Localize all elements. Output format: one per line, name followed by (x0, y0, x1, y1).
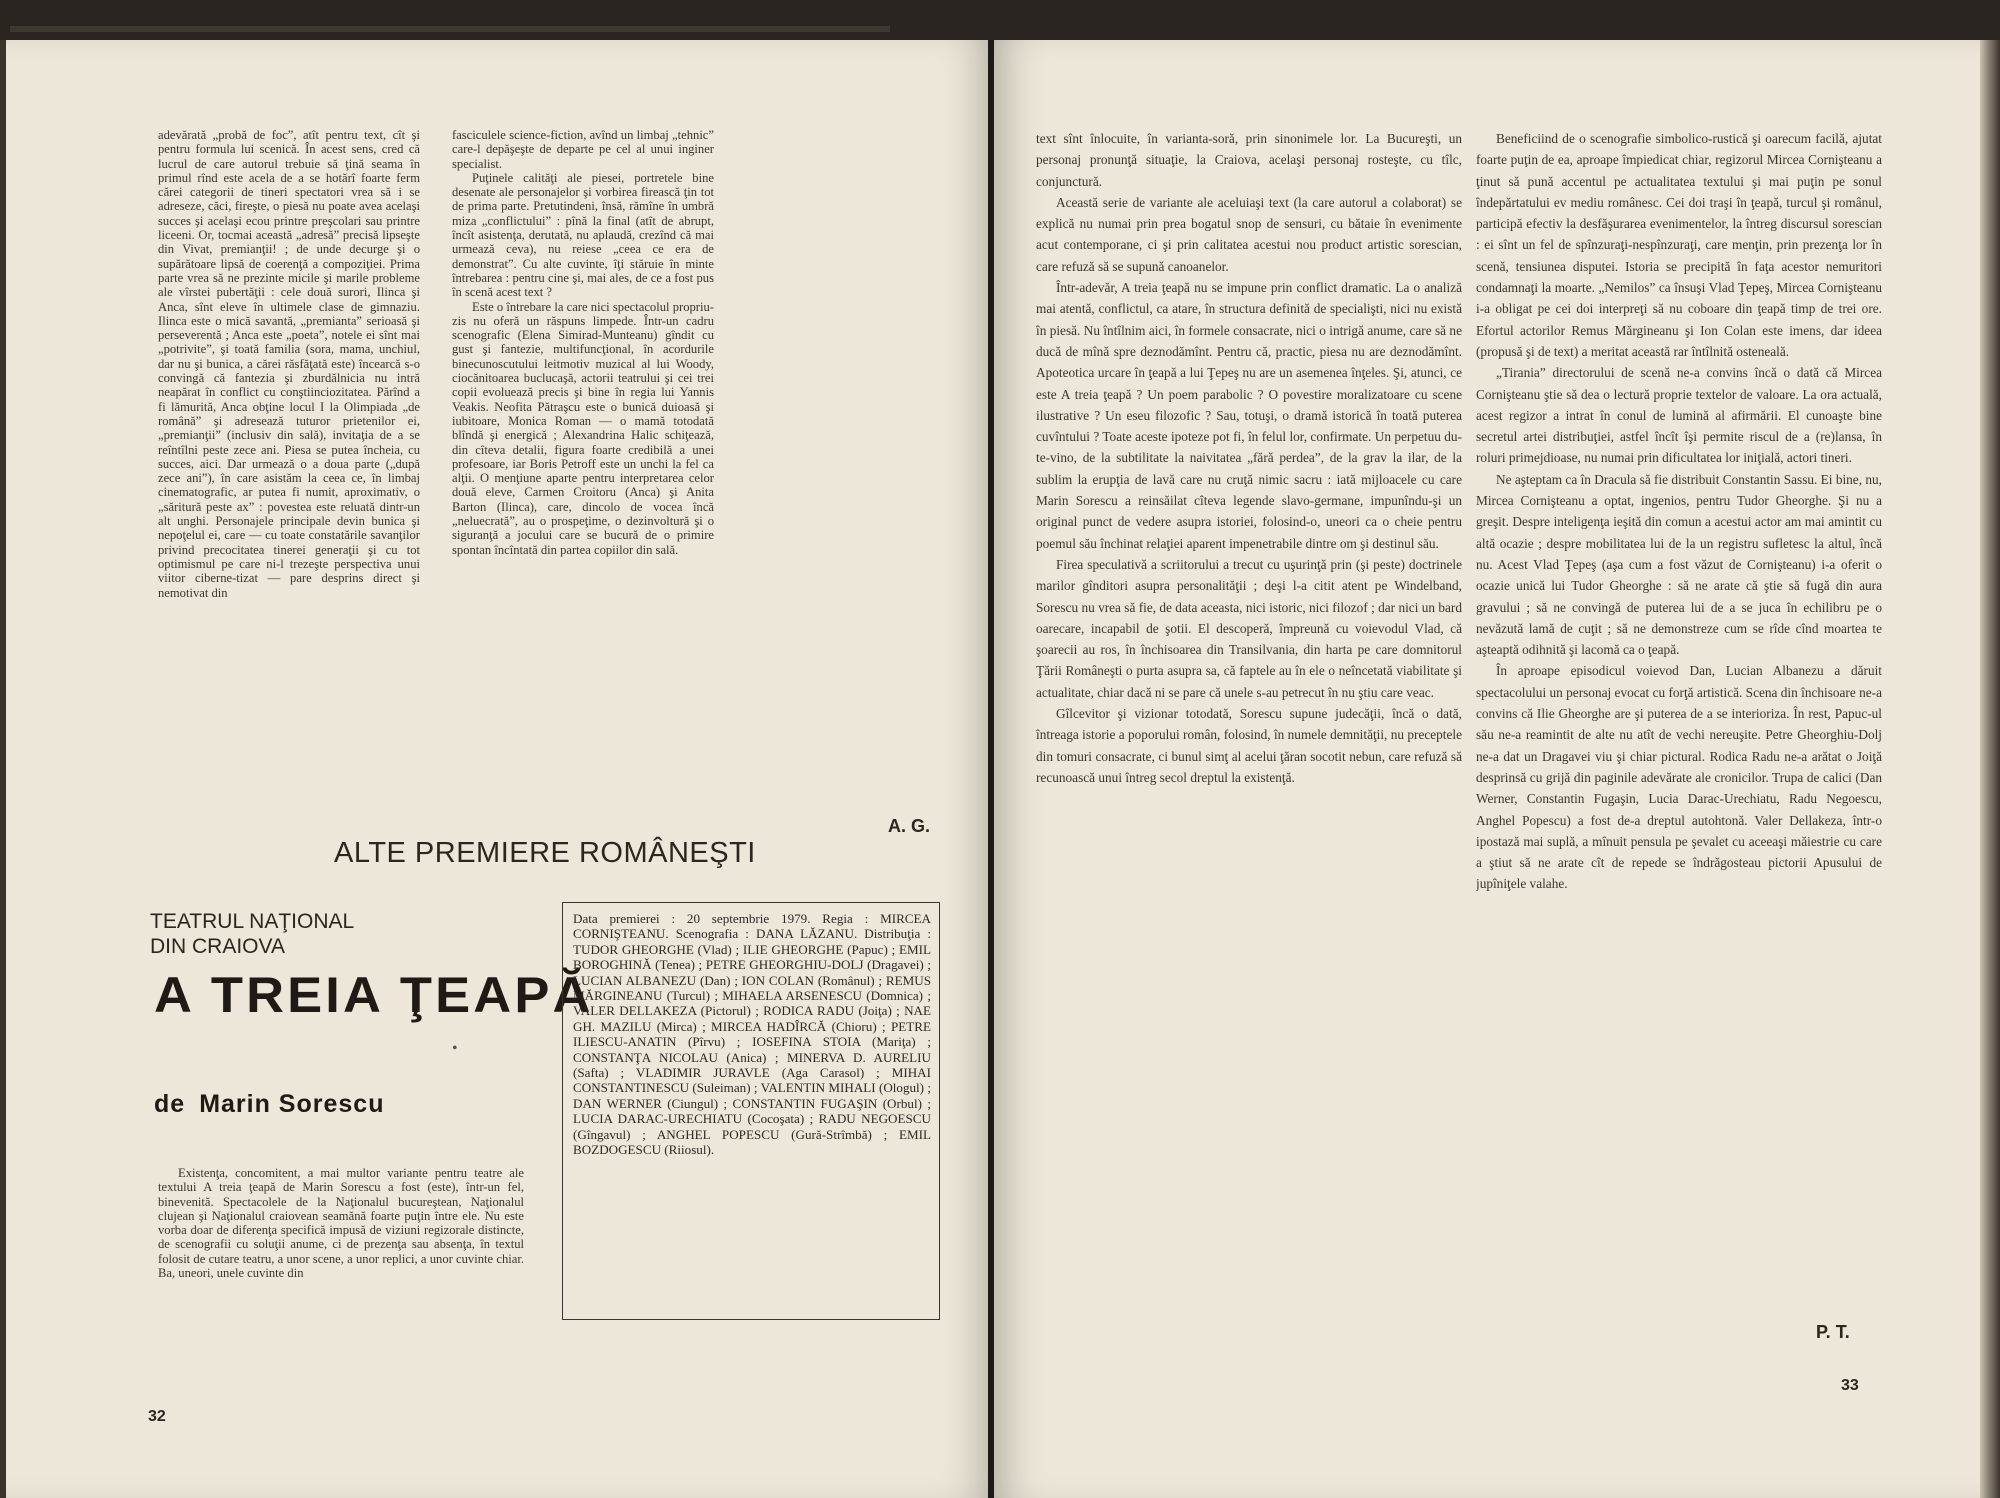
paragraph: Puţinele calităţi ale piesei, portretele bine desenate ale personajelor şi vorbirea firească ţin tot de prima parte. Pretutindeni, însă, rămîne în umbră miza „conflictului” : pînă la final (atît de abrupt, încît asistenţa, derutată, nu aplaudă, crezînd că mai urmează ceva), nu reiese „ceea ce era de demonstrat”. Cu alte cuvinte, îţi stăruie în minte întrebarea : pentru cine şi, mai ales, de ce a fost pus în scenă acest text ? (452, 170, 714, 300)
page-number-left: 32 (148, 1408, 166, 1425)
paragraph: „Tirania” directorului de scenă ne-a convins încă o dată că Mircea Cornişteanu ştie să dea o lectură proprie textelor de valoare. La ora actuală, acest regizor a intrat în conul de lumină al afirmării. El cunoaşte bine secretul artei distribuţiei, astfel încît îşi permite riscul de a (re)lansa, în roluri primejdioase, nu numai prin dificultatea lor iniţială, actori tineri. (1476, 365, 1882, 466)
paragraph: Existenţa, concomitent, a mai multor variante pentru teatre ale textului A treia ţeapă de Marin Sorescu a fost (este), într-un fel, binevenită. Spectacolele de la Naţionalul bucureştean, Naţionalul clujean şi Naţionalul craiovean seamănă foarte puţin între ele. Nu este vorba doar de diferenţa specifică impusă de viziuni regizorale distincte, de scenografii cu soluţii anume, ci de prezenţa sau absenţa, în textul folosit de cutare teatru, a unor scene, a unor replici, a unor cuvinte chiar. Ba, uneori, unele cuvinte din (158, 1166, 524, 1281)
paragraph: Beneficiind de o scenografie simbolico-rustică şi oarecum facilă, ajutat foarte puţin de ea, aproape împiedicat chiar, regizorul Mircea Cornişteanu a ţinut să pună accentul pe actualitatea textului şi mai puţin pe sonul îndepărtatului ev mediu românesc. Cei doi traşi în ţeapă, turcul şi românul, participă efectiv la desfăşurarea evenimentelor, la întreg discursul sorescian : ei sînt un fel de spînzuraţi-nespînzuraţi, care menţin, prin prezenţa lor în scenă, tensiunea disputei. Istoria se precipită în faţa acestor nemuritori condamnaţi la moarte. „Nemilos” ca însuşi Vlad Ţepeş, Mircea Cornişteanu i-a obligat pe cei doi interpreţi să nu coboare din ţeapă timp de trei ore. Efortul actorilor Remus Mărgineanu şi Ion Colan este imens, dar ideea (propusă şi de text) a meritat această rar întîlnită osteneală. (1476, 131, 1882, 359)
paragraph: Într-adevăr, A treia ţeapă nu se impune prin conflict dramatic. La o analiză mai atentă, conflictul, ca atare, în structura definită de specialişti, nici nu există în piesă. Nu întîlnim aici, în formele consacrate, nici o intrigă anume, care să ne ducă de mînă spre deznodămînt. Pentru că, practic, piesa nu are deznodămînt. Apoteotica urcare în ţeapă a lui Ţepeş nu are un asemenea înţeles. Şi, atunci, ce este A treia ţeapă ? Un poem parabolic ? O povestire moralizatoare cu scene ilustrative ? Un eseu filozofic ? Sau, totuşi, o dramă istorică în toată puterea cuvîntului ? Toate aceste ipoteze pot fi, în felul lor, confirmate. Un perpetuu du-te-vino, de la subtilitate la naivitatea „fără perdea”, de la grav la ilar, de la sublim la erupţia de lavă care nu cruţă nimic sacru : iată mijloacele cu care Marin Sorescu a reinsăilat cîteva legende slavo-germane, impunîndu-şi un original punct de vedere asupra istoriei, folosind-o, uneori ca o cheie pentru poemul său închinat relaţiei aparent impenetrabile dintre om şi destinul său. (1036, 280, 1462, 551)
left-column-2 (452, 128, 714, 834)
paragraph: Gîlcevitor şi vizionar totodată, Sorescu supune judecăţii, încă o dată, întreaga istorie a poporului român, folosind, în numele demnităţii, nu preceptele din tomuri consacrate, ci bunul simţ al acelui ţăran socotit nebun, care refuză să recunoască unui întreg secol dreptul la existenţă. (1036, 706, 1462, 785)
play-title: A TREIA ŢEAPĂ (154, 967, 594, 1023)
right-column-1 (1036, 128, 1462, 1428)
paragraph: text sînt înlocuite, în varianta-soră, prin sinonimele lor. La Bucureşti, un personaj pronunţă situaţie, la Craiova, acelaşi personaj rosteşte, cu tîlc, conjunctură. (1036, 131, 1462, 189)
paragraph: adevărată „probă de foc”, atît pentru text, cît şi pentru formula lui scenică. În acest sens, cred că lucrul de care autorul trebuie să ţină seama în primul rînd este acela de a se hotărî foarte ferm cărei categorii de tineri spectatori vrea să i se adreseze, căci, fireşte, o piesă nu poate avea acelaşi succes şi acelaşi ecou printre preşcolari sau printre liceeni. Or, tocmai această „adresă” precisă lipseşte din Vivat, premianţii! ; de unde decurge şi o supărătoare lipsă de coerenţă a compoziţiei. Prima parte vrea să ne prezinte micile şi marile probleme ale vîrstei pubertăţii : cele două surori, Ilinca şi Anca, sînt eleve în ultimele clase de gimnaziu. Ilinca este o mică savantă, „premianta” serioasă şi perseverentă ; Anca este „poeta”, notele ei sînt mai „potrivite”, şi toată familia (sora, mama, unchiul, dar nu şi bunica, a cărei răsfăţată este) încearcă s-o convingă că fantezia şi zburdălnicia nu intră neapărat în conflict cu conştiinciozitatea. Părînd a fi lămurită, Anca obţine locul I la Olimpiada „de română” şi adresează tuturor prietenilor ei, „premianţii” (inclusiv din sală), invitaţia de a se reîntîlni peste zece ani. Piesa se putea încheia, cu succes, aici. Dar urmează o a doua parte („după zece ani”), în care asistăm la ceea ce, în limbaj cinematografic, ar putea fi numit, aproximativ, o „săritură peste ax” : povestea este reluată dintr-un alt unghi. Personajele principale devin bunica şi nepoţelul ei, care — cu toate constatările savanţilor privind precocitatea tinerei generaţii şi cu tot optimismul pe care ni-l trezeşte perspectiva unui viitor ciberne-tizat — pare desprins direct şi nemotivat din (158, 128, 420, 600)
byline-author: Marin Sorescu (199, 1090, 385, 1118)
cover-edge (10, 26, 890, 32)
credits-text: Data premierei : 20 septembrie 1979. Regia : MIRCEA CORNIŞTEANU. Scenografia : DANA LĂZANU. Distribuţia : TUDOR GHEORGHE (Vlad) ; ILIE GHEORGHE (Papuc) ; EMIL BOROGHINĂ (Tenea) ; PETRE GHEORGHIU-DOLJ (Dragavei) ; LUCIAN ALBANEZU (Dan) ; ION COLAN (Românul) ; REMUS MĂRGINEANU (Turcul) ; MIHAELA ARSENESCU (Domnica) ; VALER DELLAKEZA (Pictorul) ; RODICA RADU (Joiţa) ; NAE GH. MAZILU (Mirca) ; MIRCEA HADÎRCĂ (Chioru) ; PETRE ILIESCU-ANATIN (Pîrvu) ; IOSEFINA STOIA (Mariţa) ; CONSTANŢA NICOLAU (Anica) ; MINERVA D. AURELIU (Safta) ; VLADIMIR JURAVLE (Aga Carasol) ; MIHAI CONSTANTINESCU (Suleiman) ; VALENTIN MIHALI (Ologul) ; DAN WERNER (Ciungul) ; CONSTANTIN FUGAŞIN (Orbul) ; LUCIA DARAC-URECHIATU (Cocoşata) ; RADU NEGOESCU (Gîngavul) ; ANGHEL POPESCU (Gură-Strîmbă) ; EMIL BOZDOGESCU (Riiosul). (573, 911, 931, 1158)
credits-box (562, 902, 940, 1320)
theatre-line-2: DIN CRAIOVA (150, 935, 285, 958)
paragraph: În aproape episodicul voievod Dan, Lucian Albanezu a dăruit spectacolului un personaj evocat cu forţă artistică. Scena din închisoare ne-a convins că Ilie Gheorghe are şi puterea de a se interioriza. În rest, Papuc-ul său ne-a reamintit de alte nu atît de vechi nereuşite. Petre Gheorghiu-Dolj ne-a dat un Dragavei viu şi chiar pictural. Rodica Radu ne-a arătat o Joiţă desprinsă cu grijă din paginile adevărate ale cronicilor. Trupa de calici (Dan Werner, Constantin Fugaşin, Lucia Darac-Urechiatu, Radu Negoescu, Anghel Popescu) a fost de-a dreptul autohtonă. Valer Dellakeza, într-o ipostază mai suplă, a mînuit pensula pe şevalet cu aceeaşi măiestrie cu care a ştiut să ne arate cît de repede se îndrăgosteau pictorii Apusului de jupîniţele valahe. (1476, 663, 1882, 892)
left-page (6, 40, 992, 1498)
theatre-line-1: TEATRUL NAŢIONAL (150, 910, 355, 933)
paragraph: Firea speculativă a scriitorului a trecut cu uşurinţă prin (şi peste) doctrinele marilor gînditori asupra personalităţii ; deşi l-a citit atent pe Windelband, Sorescu nu vrea să fie, de data aceasta, nici istoric, nici filozof ; dar nici un bard oarecare, incapabil de şotii. El descoperă, împreună cu voievodul Vlad, că şoarecii au ros, în închisoarea din Transilvania, din harta pe care domnitorul Ţării Româneşti o purta asupra sa, că faptele au în ele o neîncetată viabilitate şi actualitate, chiar dacă ni se pare că unele s-au petrecut în nu ştiu care veac. (1036, 556, 1462, 700)
right-edge (1980, 40, 2000, 1498)
top-shadow (0, 0, 2000, 40)
paragraph: Ne aşteptam ca în Dracula să fie distribuit Constantin Sassu. Ei bine, nu, Mircea Cornişteanu a optat, ingenios, pentru Tudor Gheorghe. Şi nu a greşit. Despre inteligenţa ieşită din comun a acestui actor am mai amintit cu altă ocazie ; despre mobilitatea lui de la un registru sufletesc la altul, încă nu. Acest Vlad Ţepeş (aşa cum a fost văzut de Cornişteanu) i-a oferit o ocazie unică lui Tudor Gheorghe : să ne arate că ştie să fugă din aura gravului ; să ne convingă de puterea lui de a se juca în echilibru pe o nevăzută lamă de cuţit ; să ne demonstreze cum se rîde cînd moartea te aşteaptă odihnită şi lacomă ca o ţeapă. (1476, 471, 1882, 658)
bullet-mark: • (452, 1040, 458, 1057)
paragraph: Această serie de variante ale aceluiaşi text (la care autorul a colaborat) se explică nu numai prin prea bogatul snop de sensuri, cu bătaie în evenimente acut contemporane, ci şi prin calitatea acestui nou product artistic sorescian, care refuză să se supună canoanelor. (1036, 194, 1462, 274)
byline-de: de (154, 1090, 186, 1118)
page-number-right: 33 (1841, 1377, 1859, 1394)
signature-pt: P. T. (1816, 1322, 1850, 1342)
right-page (994, 40, 1980, 1498)
theatre-name (150, 909, 354, 959)
right-column-2 (1476, 128, 1882, 1308)
paragraph: Este o întrebare la care nici spectacolul propriu-zis nu oferă un răspuns limpede. Într-un cadru scenografic (Elena Simirad-Munteanu) gîndit cu gust şi fantezie, multifuncţional, în acordurile binecunoscutului leitmotiv muzical al lui Woody, ciocănitoarea buclucaşă, actorii teatrului şi cei trei copii evoluează precis şi bine în regia lui Yannis Veakis. Neofita Pătraşcu este o bunică duioasă şi iubitoare, Monica Roman — o mamă totodată blîndă şi energică ; Alexandrina Halic schiţează, din cîteva detalii, figura foarte credibilă a unei profesoare, iar Boris Petroff este un unchi la fel ca alţii. O menţiune aparte pentru interpretarea celor două eleve, Carmen Croitoru (Anca) şi Anita Barton (Ilinca), care, dincolo de vocea încă „neluecrată”, au o prospeţime, o dezinvoltură şi o siguranţă a jocului care se bucură de o primire spontan încîntată din partea copiilor din sală. (452, 299, 714, 557)
review-intro (158, 1166, 524, 1362)
left-column-1 (158, 128, 420, 834)
section-headline: ALTE PREMIERE ROMÂNEŞTI (334, 837, 756, 869)
paragraph: fasciculele science-fiction, avînd un limbaj „tehnic” care-l depăşeşte de departe pe cel al unui inginer specialist. (452, 128, 714, 171)
signature-ag: A. G. (888, 816, 931, 836)
byline (154, 1090, 384, 1119)
